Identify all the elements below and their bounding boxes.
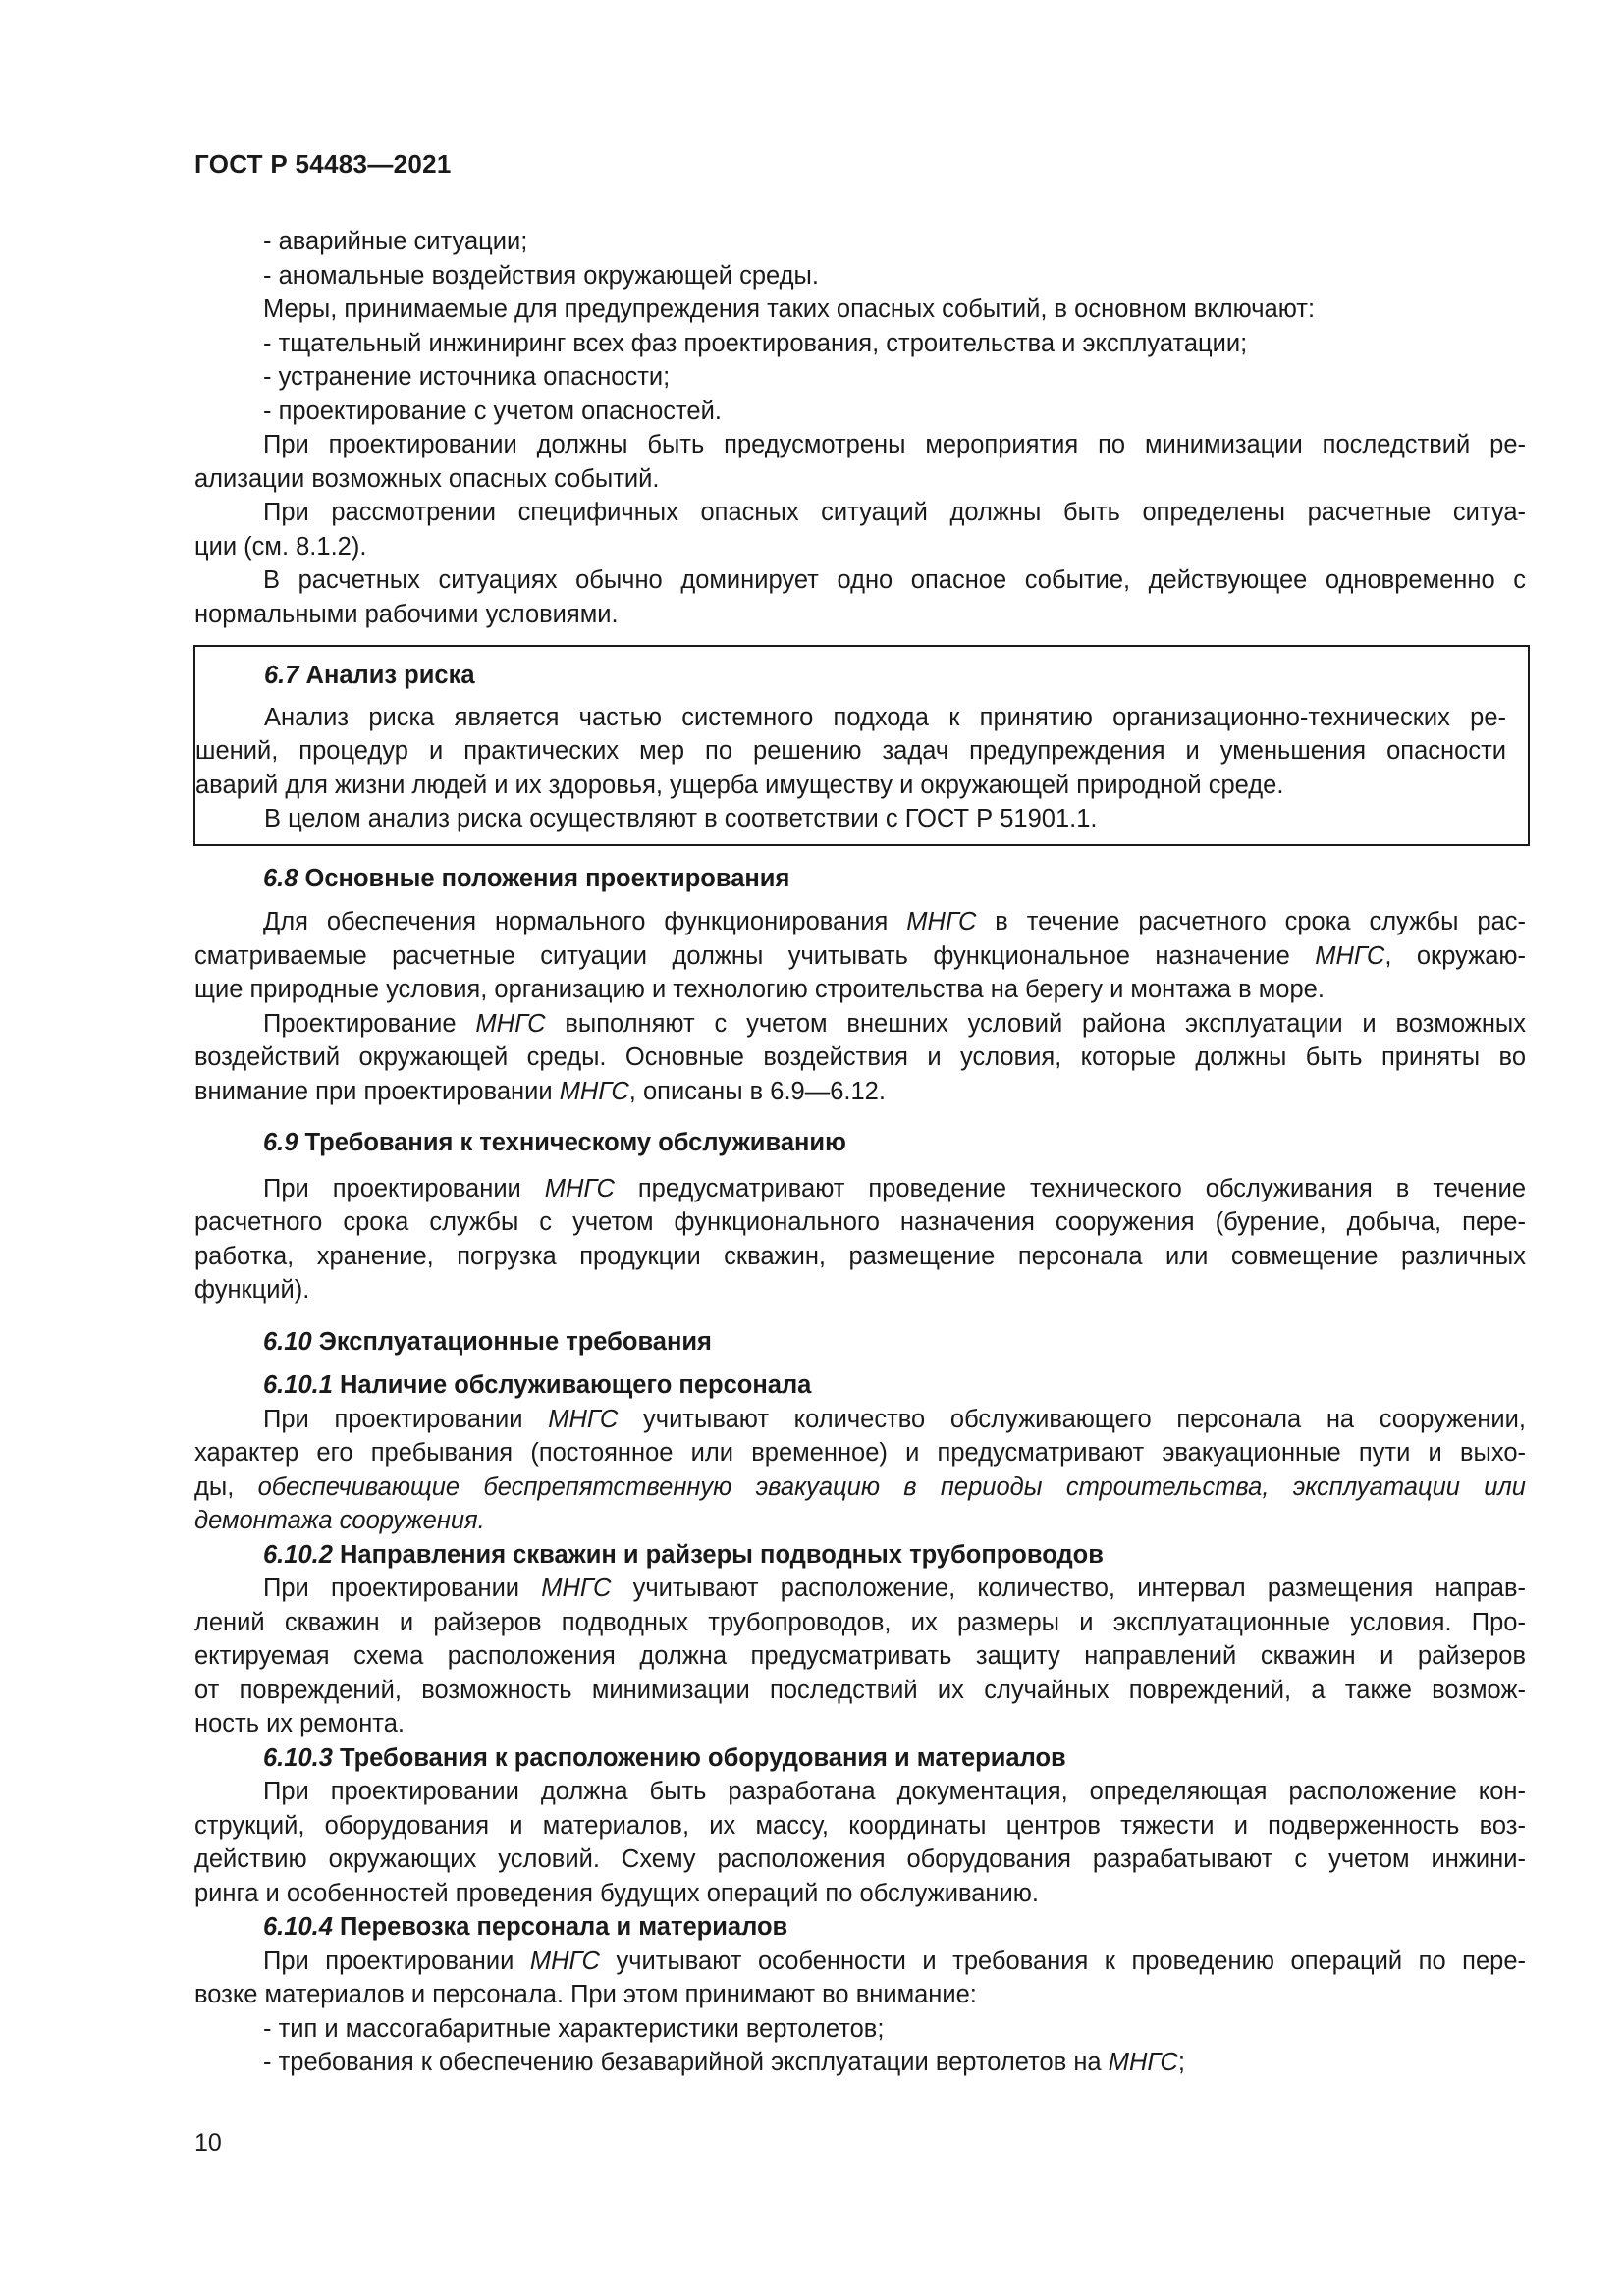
text-span: МНГС	[475, 1009, 546, 1038]
text-span: - требования к обеспечению безаварийной эксплуатации вертолетов на	[263, 2049, 1109, 2076]
text-span: , окружаю-	[1384, 941, 1526, 970]
paragraph-line: нормальными рабочими условиями.	[194, 600, 619, 628]
section-heading-6-10-2	[194, 1538, 1526, 1573]
text-span: МНГС	[544, 1174, 615, 1202]
page-number: 10	[194, 2129, 222, 2157]
text-span: учитывают особенности и требования к проведению операций по пере-	[599, 1947, 1526, 1975]
text-span: обеспечивающие беспрепятственную эвакуацию в периоды строительства, эксплуатации или	[257, 1472, 1526, 1501]
paragraph-line: воздействий окружающей среды. Основные воздействия и условия, которые должны быть приняты во	[194, 1043, 1526, 1071]
section-heading-6-7	[195, 659, 1506, 693]
text-span: сматриваемые расчетные ситуации должны учитывать функциональное назначение	[194, 941, 1316, 970]
text-span: Проектирование	[263, 1009, 476, 1038]
paragraph-line: расчетного срока службы с учетом функционального назначения сооружения (бурение, добыча, пере-	[194, 1208, 1526, 1236]
paragraph-line	[194, 1470, 1526, 1505]
text-span: МНГС	[541, 1575, 612, 1602]
paragraph-line: работка, хранение, погрузка продукции скважин, размещение персонала или совмещение различных	[194, 1242, 1526, 1270]
list-item: - тщательный инжиниринг всех фаз проектирования, строительства и эксплуатации;	[263, 329, 1248, 357]
paragraph-line: ектируемая схема расположения должна предусматривать защиту направлений скважин и райзеров	[194, 1642, 1526, 1670]
section-heading-6-10-3	[194, 1741, 1526, 1776]
section-heading-6-10	[194, 1325, 1526, 1360]
text-span: ды,	[194, 1472, 258, 1501]
risk-analysis-box	[193, 645, 1530, 846]
paragraph-line: В расчетных ситуациях обычно доминирует одно опасное событие, действующее одновременно с	[263, 566, 1526, 594]
paragraph-line	[194, 1172, 1526, 1206]
paragraph-line: от повреждений, возможность минимизации последствий их случайных повреждений, а также возмож-	[194, 1676, 1526, 1704]
section-title: Направления скважин и райзеры подводных трубопроводов	[332, 1540, 1104, 1569]
paragraph-line: ность их ремонта.	[194, 1710, 405, 1737]
document-id-header: ГОСТ Р 54483—2021	[194, 149, 452, 179]
text-span: МНГС	[548, 1405, 619, 1433]
list-item: - аномальные воздействия окружающей среды.	[263, 261, 819, 290]
section-heading-6-9	[194, 1126, 1526, 1160]
paragraph-line: Анализ риска является частью системного подхода к принятию организационно-технических ре-	[264, 703, 1506, 731]
paragraph-line	[194, 939, 1526, 974]
paragraph-line: ринга и особенностей проведения будущих операций по обслуживанию.	[194, 1879, 1039, 1907]
paragraph-line: При рассмотрении специфичных опасных ситуаций должны быть определены расчетные ситуа-	[263, 499, 1526, 526]
section-title: Наличие обслуживающего персонала	[332, 1371, 812, 1399]
paragraph-line: шений, процедур и практических мер по решению задач предупреждения и уменьшения опасности	[195, 737, 1506, 765]
paragraph-line: ализации возможных опасных событий.	[194, 464, 660, 493]
paragraph-line: действию окружающих условий. Схему расположения оборудования разрабатывают с учетом инжини-	[194, 1845, 1526, 1873]
paragraph-line: В целом анализ риска осуществляют в соответствии с ГОСТ Р 51901.1.	[264, 805, 1098, 832]
section-number: 6.10.1	[263, 1371, 333, 1399]
section-number: 6.10.2	[263, 1540, 333, 1569]
section-title: Перевозка персонала и материалов	[332, 1913, 788, 1941]
list-item: - тип и массогабаритные характеристики вертолетов;	[263, 2014, 885, 2043]
section-heading-6-10-4	[194, 1910, 1526, 1945]
section-number: 6.10.3	[263, 1743, 333, 1772]
text-span: в течение расчетного срока службы рас-	[976, 908, 1526, 935]
text-span: Для обеспечения нормального функционирования	[263, 908, 907, 935]
measures-intro: Меры, принимаемые для предупреждения таких опасных событий, в основном включают:	[263, 295, 1316, 323]
paragraph-line	[194, 1945, 1526, 1979]
section-number: 6.8	[263, 864, 298, 892]
text-span: МНГС	[559, 1077, 629, 1105]
text-span: МНГС	[1315, 941, 1385, 970]
paragraph-line	[194, 905, 1526, 939]
section-number: 6.9	[263, 1129, 298, 1156]
section-title: Требования к расположению оборудования и материалов	[332, 1743, 1066, 1772]
text-span: МНГС	[1108, 2049, 1178, 2076]
list-item: - устранение источника опасности;	[263, 363, 671, 391]
section-heading-6-8	[194, 862, 1526, 896]
paragraph-line	[194, 1007, 1526, 1041]
section-title: Анализ риска	[298, 662, 475, 689]
paragraph-line	[194, 1403, 1526, 1437]
paragraph-line: лений скважин и райзеров подводных трубопроводов, их размеры и эксплуатационные условия. Про-	[194, 1608, 1526, 1636]
section-heading-6-10-1	[194, 1368, 1526, 1403]
section-number: 6.10.4	[263, 1913, 333, 1941]
paragraph-line: струкций, оборудования и материалов, их массу, координаты центров тяжести и подверженность воз-	[194, 1811, 1526, 1840]
section-title: Эксплуатационные требования	[311, 1327, 712, 1356]
list-item: - проектирование с учетом опасностей.	[263, 397, 722, 425]
paragraph-line: При проектировании должна быть разработана документация, определяющая расположение кон-	[263, 1778, 1526, 1805]
paragraph-line: аварий для жизни людей и их здоровья, ущерба имуществу и окружающей природной среде.	[195, 771, 1284, 799]
text-span: МНГС	[529, 1947, 600, 1975]
text-span: учитывают расположение, количество, интервал размещения направ-	[611, 1575, 1526, 1602]
paragraph-line: ции (см. 8.1.2).	[194, 532, 367, 561]
text-span: При проектировании	[263, 1575, 542, 1602]
paragraph-line: характер его пребывания (постоянное или временное) и предусматривают эвакуационные пути и выхо-	[194, 1439, 1526, 1467]
text-span: предусматривают проведение технического обслуживания в течение	[614, 1174, 1526, 1202]
paragraph-line: функций).	[194, 1276, 310, 1304]
text-span: МНГС	[906, 908, 977, 935]
text-span: При проектировании	[263, 1174, 545, 1202]
paragraph-line: При проектировании должны быть предусмотрены мероприятия по минимизации последствий ре-	[263, 431, 1526, 458]
section-title: Требования к техническому обслуживанию	[298, 1129, 846, 1156]
text-span: демонтажа сооружения.	[194, 1507, 485, 1534]
text-span: учитывают количество обслуживающего персонала на сооружении,	[618, 1405, 1526, 1433]
text-span: При проектировании	[263, 1947, 530, 1975]
text-span: , описаны в 6.9—6.12.	[628, 1077, 886, 1105]
paragraph-line: щие природные условия, организацию и технологию строительства на берегу и монтажа в море.	[194, 976, 1325, 1003]
section-number: 6.7	[264, 662, 299, 689]
paragraph-line	[194, 1504, 1526, 1538]
text-span: При проектировании	[263, 1405, 549, 1433]
paragraph-line	[194, 1572, 1526, 1606]
paragraph-line: возке материалов и персонала. При этом принимают во внимание:	[194, 1981, 977, 2008]
section-title: Основные положения проектирования	[298, 864, 790, 892]
list-item	[194, 2046, 1526, 2080]
text-span: выполняют с учетом внешних условий района эксплуатации и возможных	[545, 1009, 1527, 1038]
section-number: 6.10	[263, 1327, 312, 1356]
document-body	[194, 225, 1526, 2080]
paragraph-line	[194, 1075, 1526, 1109]
text-span: ;	[1177, 2049, 1185, 2076]
text-span: внимание при проектировании	[194, 1077, 560, 1105]
list-item: - аварийные ситуации;	[263, 228, 528, 255]
